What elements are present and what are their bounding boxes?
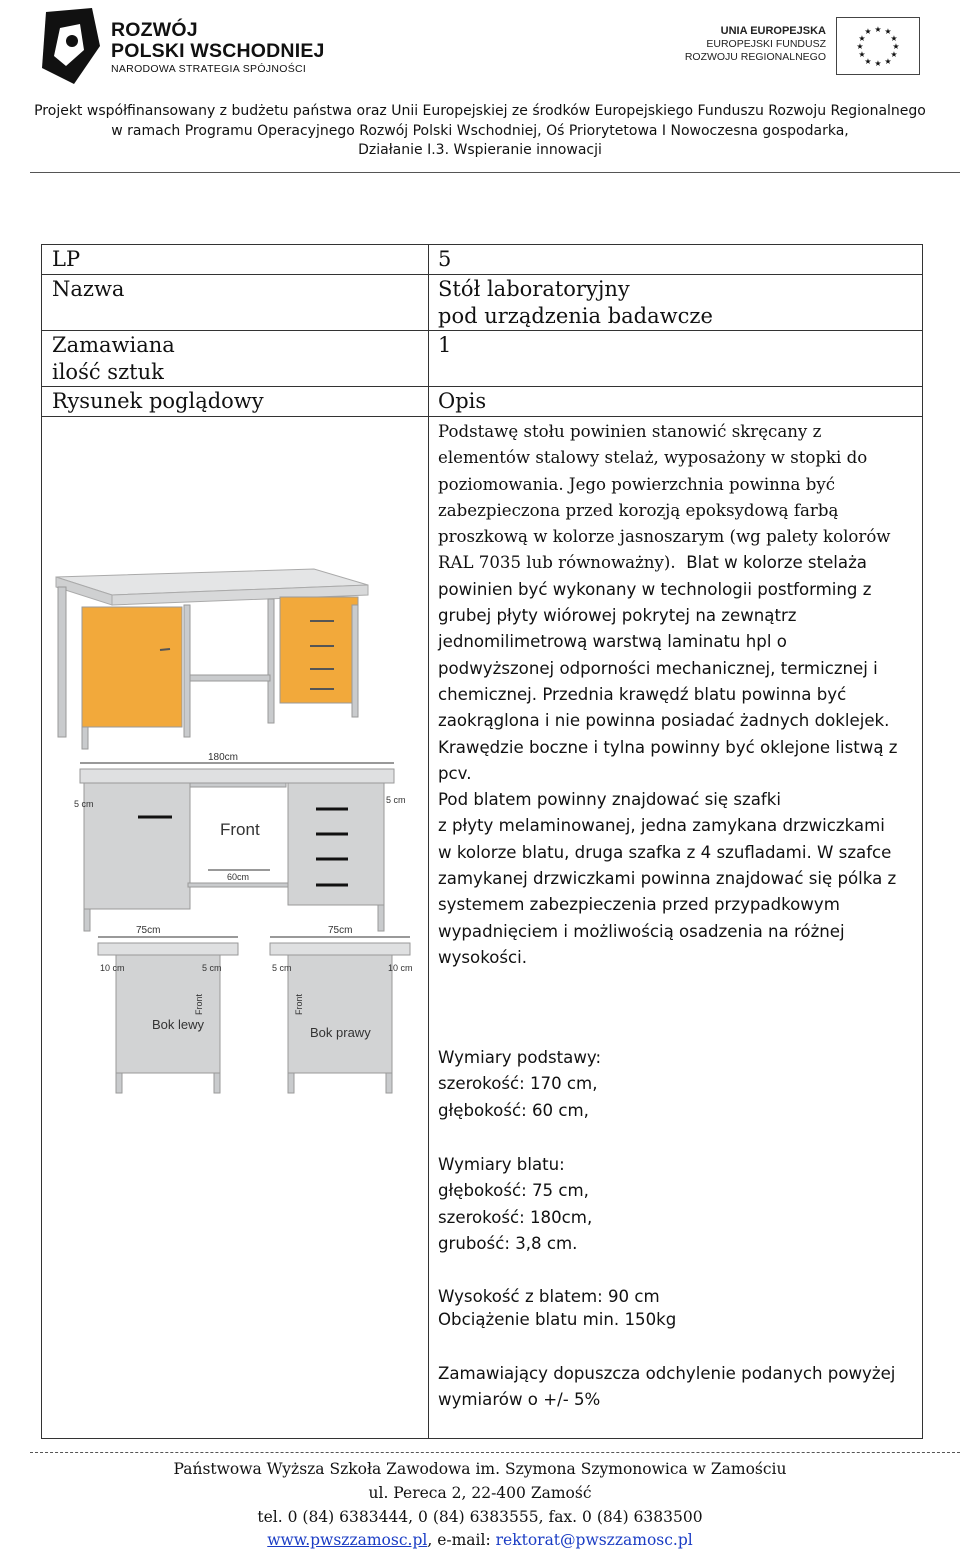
height-and-load <box>438 1285 916 1331</box>
footer-line-1: Państwowa Wyższa Szkoła Zawodowa im. Szymona Szymonowica w Zamościu <box>173 1460 787 1478</box>
desc-line: wypadnięciem i możliwością osadzenia na różnej <box>438 921 845 941</box>
desc-line: proszkową w kolorze jasnoszarym (wg palety kolorów <box>438 527 891 547</box>
svg-text:★: ★ <box>884 57 892 66</box>
front-label: Front <box>220 820 260 839</box>
load-capacity: Obciążenie blatu min. 150kg <box>438 1310 677 1329</box>
left-front-label: Front <box>194 993 204 1015</box>
tolerance-line-2: wymiarów o +/- 5% <box>438 1390 601 1410</box>
name-value-line-2: pod urządzenia badawcze <box>438 304 713 328</box>
specification-table <box>41 244 923 1439</box>
svg-text:★: ★ <box>858 34 866 43</box>
desc-segment: Blat w kolorze stelaża <box>686 553 867 573</box>
front-gap-label: 60cm <box>227 872 250 882</box>
right-margin-2: 10 cm <box>388 963 413 973</box>
desc-line: grubej płyty wiórowej pokrytej na zewnątrz <box>438 606 797 626</box>
header-line-1: Projekt współfinansowany z budżetu państwa oraz Unii Europejskiej ze środków Europejskiego Funduszu Rozwoju Regionalnego <box>34 103 926 119</box>
front-right-margin: 5 cm <box>386 795 406 805</box>
desc-line: z płyty melaminowanej, jedna zamykana drzwiczkami <box>438 816 885 836</box>
svg-text:★: ★ <box>856 42 864 51</box>
brand-line-1: ROZWÓJ <box>111 19 198 41</box>
brand-line-3: NARODOWA STRATEGIA SPÓJNOŚCI <box>111 63 307 75</box>
drawing-label: Rysunek poglądowy <box>52 389 264 413</box>
base-dimensions-title: Wymiary podstawy: <box>438 1048 602 1067</box>
desc-line: zaokrąglona i nie powinna posiadać żadnych doklejek. <box>438 711 890 731</box>
desc-line: Pod blatem powinny znajdować się szafki <box>438 790 781 810</box>
right-front-label: Front <box>294 993 304 1015</box>
right-side-label: Bok prawy <box>310 1025 371 1040</box>
lp-value: 5 <box>438 247 452 271</box>
desc-line: zamykanej drzwiczkami powinna znajdować się pólka z <box>438 869 897 889</box>
brand-line-2: POLSKI WSCHODNIEJ <box>111 40 325 62</box>
left-margin-2: 5 cm <box>202 963 222 973</box>
footer-line-4 <box>0 1529 960 1553</box>
right-width-label: 75cm <box>328 925 353 936</box>
desc-line: w kolorze blatu, druga szafka z 4 szufladami. W szafce <box>438 842 892 862</box>
desc-segment: RAL 7035 lub równoważny). <box>438 553 676 573</box>
table-row-name <box>42 275 922 331</box>
svg-text:★: ★ <box>864 27 872 36</box>
front-left-margin: 5 cm <box>74 799 94 809</box>
email-link[interactable]: rektorat@pwszzamosc.pl <box>495 1531 693 1550</box>
footer-line-2: ul. Pereca 2, 22-400 Zamość <box>368 1483 592 1502</box>
tolerance-note <box>438 1361 916 1414</box>
svg-text:★: ★ <box>884 27 892 36</box>
top-dimensions-width: szerokość: 180cm, <box>438 1207 593 1227</box>
left-margin-1: 10 cm <box>100 963 125 973</box>
name-value-line-1: Stół laboratoryjny <box>438 277 630 301</box>
desc-line: elementów stalowy stelaż, wyposażony w stopki do <box>438 448 868 468</box>
table-row-quantity <box>42 331 922 387</box>
eu-line-1: UNIA EUROPEJSKA <box>720 25 826 37</box>
desc-line: powinien być wykonany w technologii postforming z <box>438 579 872 599</box>
table-row-headings <box>42 387 922 417</box>
desc-line: Krawędzie boczne i tylna powinny być oklejone listwą z <box>438 737 898 757</box>
table-row-lp <box>42 245 922 275</box>
footer-line-3: tel. 0 (84) 6383444, 0 (84) 6383555, fax. 0 (84) 6383500 <box>257 1507 703 1526</box>
top-dimensions-depth: głębokość: 75 cm, <box>438 1181 589 1201</box>
header-line-2: w ramach Programu Operacyjnego Rozwój Polski Wschodniej, Oś Priorytetowa I Nowoczesna gospodarka, <box>111 122 849 139</box>
eu-line-2: EUROPEJSKI FUNDUSZ <box>706 38 826 50</box>
website-link[interactable]: www.pwszzamosc.pl <box>267 1531 428 1550</box>
tolerance-line-1: Zamawiający dopuszcza odchylenie podanych powyżej <box>438 1364 896 1383</box>
left-side-view <box>98 925 238 1093</box>
column-divider <box>428 245 429 1438</box>
base-dimensions-width: szerokość: 170 cm, <box>438 1074 598 1094</box>
header-line-3: Działanie I.3. Wspieranie innowacji <box>358 142 602 158</box>
desc-line: Podstawę stołu powinien stanowić skręcany z <box>438 422 822 441</box>
svg-text:★: ★ <box>864 57 872 66</box>
front-width-label: 180cm <box>207 752 239 763</box>
base-dimensions <box>438 1045 916 1124</box>
desc-line: podwyższonej odporności mechanicznej, termicznej i <box>438 658 878 678</box>
height-with-top: Wysokość z blatem: 90 cm <box>438 1287 660 1306</box>
name-label: Nazwa <box>52 277 125 301</box>
left-width-label: 75cm <box>136 925 161 936</box>
top-dimensions-thickness: grubość: 3,8 cm. <box>438 1233 578 1253</box>
desc-line: zabezpieczona przed korozją epoksydową farbą <box>438 500 839 520</box>
description-label: Opis <box>438 389 487 413</box>
front-view <box>74 752 406 931</box>
desc-line: jednomilimetrową warstwą laminatu hpl o <box>438 632 787 652</box>
top-dimensions <box>438 1152 916 1257</box>
desc-line <box>438 550 916 576</box>
desc-line: pcv. <box>438 763 472 783</box>
quantity-label-line-2: ilość sztuk <box>52 360 164 384</box>
quantity-value: 1 <box>438 333 452 357</box>
svg-text:★: ★ <box>890 50 898 59</box>
table-drawings <box>52 565 422 1325</box>
right-side-view <box>270 925 413 1093</box>
quantity-label-line-1: Zamawiana <box>52 333 175 357</box>
base-dimensions-depth: głębokość: 60 cm, <box>438 1100 589 1120</box>
header-divider <box>30 172 960 173</box>
svg-text:★: ★ <box>874 25 882 34</box>
desc-line: poziomowania. Jego powierzchnia powinna być <box>438 474 835 494</box>
right-margin-1: 5 cm <box>272 963 292 973</box>
footer-divider <box>30 1452 960 1453</box>
description-body <box>438 419 916 971</box>
desc-line: chemicznej. Przednia krawędź blatu powinna być <box>438 684 847 704</box>
eu-flag-icon <box>836 17 920 75</box>
svg-text:★: ★ <box>890 34 898 43</box>
lp-label: LP <box>52 247 81 271</box>
eu-line-3: ROZWOJU REGIONALNEGO <box>684 51 826 63</box>
top-dimensions-title: Wymiary blatu: <box>438 1155 565 1174</box>
perspective-view <box>56 569 368 749</box>
svg-text:★: ★ <box>892 42 900 51</box>
svg-text:★: ★ <box>874 59 882 68</box>
desc-line: systemem zabezpieczenia przed przypadkowym <box>438 895 840 915</box>
left-side-label: Bok lewy <box>152 1017 205 1032</box>
desc-line: wysokości. <box>438 947 528 967</box>
svg-text:★: ★ <box>858 50 866 59</box>
footer <box>0 1458 960 1553</box>
email-prefix: , e-mail: <box>427 1531 496 1550</box>
